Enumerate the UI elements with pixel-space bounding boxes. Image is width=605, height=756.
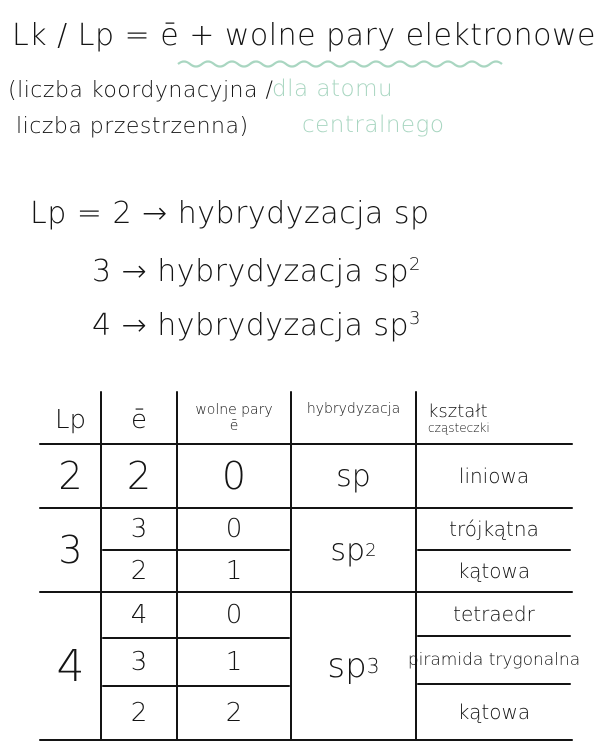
shape-tetrahedral: tetraedr <box>453 602 535 626</box>
electrons-value: 4 <box>130 600 148 630</box>
shape-linear: liniowa <box>458 464 530 488</box>
lone-pairs-value: 0 <box>225 514 243 544</box>
note-central-atom-2: centralnego <box>302 112 445 138</box>
shape-angular: kątowa <box>457 700 531 724</box>
hybridization-sp2: sp 2 <box>330 532 377 568</box>
table-header-shape: kształt cząsteczki <box>428 401 490 435</box>
shape-trigonal-pyramid: piramida trygonalna <box>407 650 581 670</box>
lone-pairs-value: 1 <box>225 647 243 677</box>
lone-pairs-value: 2 <box>225 698 243 728</box>
shape-trigonal: trójkątna <box>449 517 539 541</box>
rule-lp3: 3 → hybrydyzacja $sp^2$ <box>92 254 421 289</box>
table-header-electrons: ē <box>131 405 147 435</box>
electrons-value: 2 <box>126 454 152 498</box>
rule-lp2: Lp = 2 → hybrydyzacja sp <box>30 196 430 231</box>
note-line-coordination: (liczba koordynacyjna / <box>8 78 274 103</box>
table-header-hybridization: hybrydyzacja <box>306 401 401 417</box>
note-line-spatial: liczba przestrzenna) <box>16 114 249 139</box>
lp-value-4: 4 <box>56 640 85 692</box>
lone-pairs-value: 0 <box>225 600 243 630</box>
shape-angular: kątowa <box>457 559 531 583</box>
formula-line: Lk / Lp = ē + wolne pary elektronowe <box>12 18 596 53</box>
electrons-value: 3 <box>130 514 148 544</box>
hybridization-sp3: sp 3 <box>327 646 380 686</box>
note-central-atom-1: dla atomu <box>272 76 394 102</box>
electrons-value: 3 <box>130 647 148 677</box>
table-header-lone-pairs: wolne pary ē <box>195 402 273 434</box>
table-header-lp: Lp <box>55 405 86 435</box>
lp-value-2: 2 <box>58 454 83 498</box>
lp-value-3: 3 <box>58 528 83 572</box>
lone-pairs-value: 1 <box>225 556 243 586</box>
electrons-value: 2 <box>130 556 148 586</box>
electrons-value: 2 <box>130 698 148 728</box>
lone-pairs-value: 0 <box>221 454 247 498</box>
rule-lp4: 4 → hybrydyzacja $sp^3$ <box>92 308 421 343</box>
hybridization-sp: sp <box>336 458 371 494</box>
